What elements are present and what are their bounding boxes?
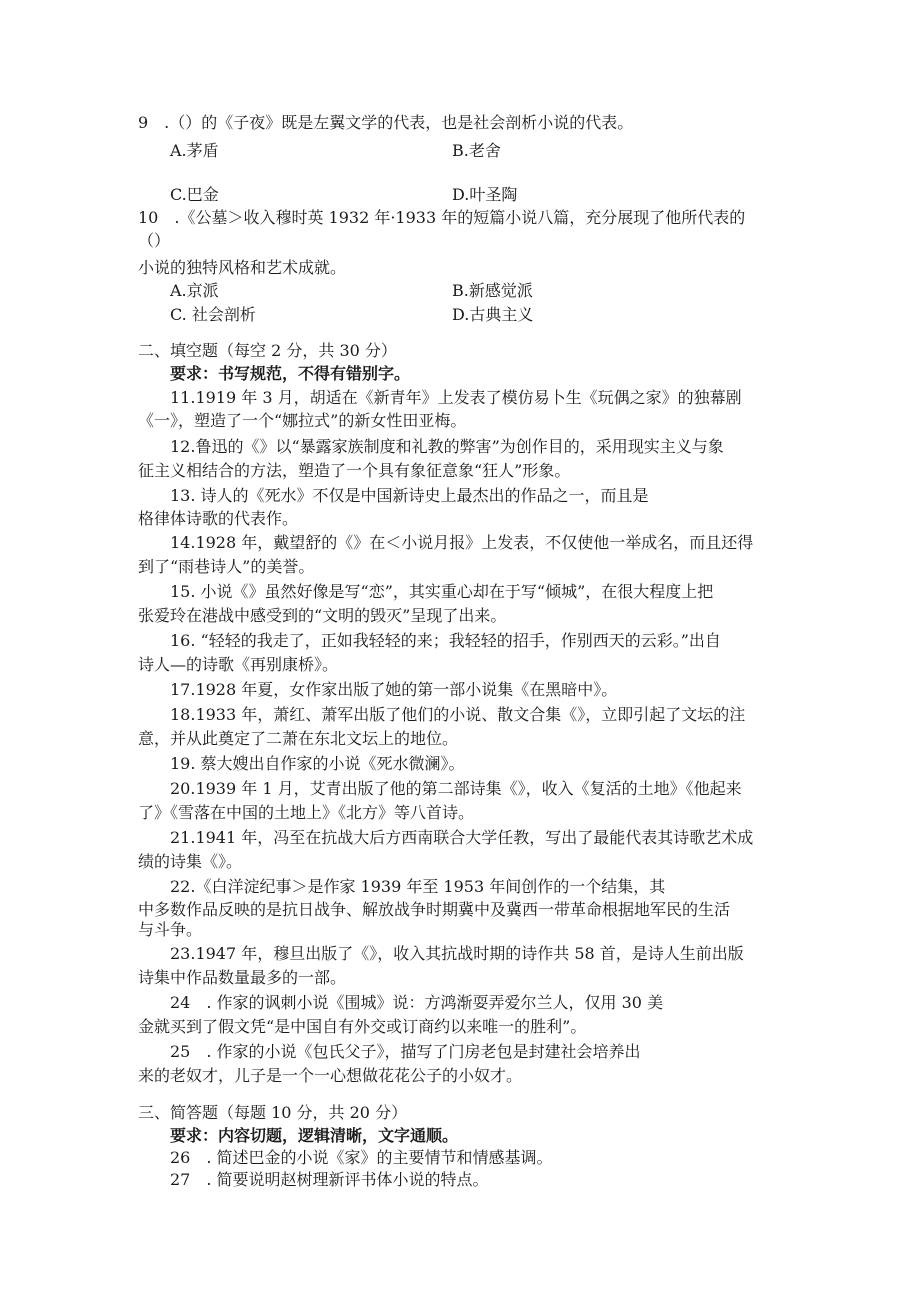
blank-23-line-2: 诗集中作品数量最多的一部。 — [138, 968, 347, 987]
blank-17: 17.1928 年夏，女作家出版了她的第一部小说集《在黑暗中》。 — [170, 680, 618, 699]
blank-14-line-2: 到了“雨巷诗人”的美誉。 — [138, 557, 315, 576]
question-10-line-1: 10 .《公墓＞收入穆时英 1932 年·1933 年的短篇小说八篇，充分展现了他所代表的 — [138, 208, 746, 227]
blank-20-line-2: 了》《雪落在中国的土地上》《北方》等八首诗。 — [138, 803, 475, 822]
blank-20-line-1: 20.1939 年 1 月，艾青出版了他的第二部诗集《》，收入《复活的土地》《他起来 — [170, 779, 742, 798]
blank-12-line-2: 征主义相结合的方法，塑造了一个具有象征意象“狂人”形象。 — [138, 461, 571, 480]
question-10-option-d: D.古典主义 — [452, 305, 534, 324]
question-9-stem: 9 .（）的《子夜》既是左翼文学的代表，也是社会剖析小说的代表。 — [138, 113, 634, 132]
section-3-heading: 三、简答题（每题 10 分，共 20 分） — [138, 1103, 408, 1122]
question-10-line-3: 小说的独特风格和艺术成就。 — [138, 258, 347, 277]
blank-13-line-1: 13. 诗人的《死水》不仅是中国新诗史上最杰出的作品之一，而且是 — [170, 486, 649, 505]
question-9-option-a: A.茅盾 — [170, 141, 219, 160]
blank-25-line-2: 来的老奴才，儿子是一个一心想做花花公子的小奴才。 — [138, 1066, 523, 1085]
blank-11-line-2: 《一》，塑造了一个“娜拉式”的新女性田亚梅。 — [138, 411, 467, 430]
blank-24-line-1: 24 . 作家的讽刺小说《围城》说：方鸿渐耍弄爱尔兰人，仅用 30 美 — [170, 993, 664, 1012]
section-2-heading: 二、填空题（每空 2 分，共 30 分） — [138, 341, 397, 360]
blank-15-line-1: 15. 小说《》虽然好像是写“恋”，其实重心却在于写“倾城”，在很大程度上把 — [170, 582, 714, 601]
blank-22-line-3: 与斗争。 — [138, 920, 203, 939]
short-answer-26: 26 . 简述巴金的小说《家》的主要情节和情感基调。 — [170, 1148, 553, 1167]
question-10-option-a: A.京派 — [170, 281, 219, 300]
blank-25-line-1: 25 . 作家的小说《包氏父子》，描写了门房老包是封建社会培养出 — [170, 1042, 641, 1061]
question-9-option-b: B.老舍 — [452, 141, 501, 160]
blank-16-line-1: 16. “轻轻的我走了，正如我轻轻的来；我轻轻的招手，作别西天的云彩。”出自 — [170, 631, 721, 650]
blank-22-line-1: 22.《白洋淀纪事＞是作家 1939 年至 1953 年间创作的一个结集，其 — [170, 877, 666, 896]
question-9-option-c: C.巴金 — [170, 185, 219, 204]
blank-23-line-1: 23.1947 年，穆旦出版了《》，收入其抗战时期的诗作共 58 首，是诗人生前出版 — [170, 944, 744, 963]
blank-16-line-2: 诗人—的诗歌《再别康桥》。 — [138, 655, 339, 674]
blank-21-line-1: 21.1941 年，冯至在抗战大后方西南联合大学任教，写出了最能代表其诗歌艺术成 — [170, 828, 754, 847]
question-10-option-b: B.新感觉派 — [452, 281, 533, 300]
blank-21-line-2: 绩的诗集《》。 — [138, 852, 243, 871]
short-answer-27: 27 . 简要说明赵树理新评书体小说的特点。 — [170, 1170, 489, 1189]
blank-18-line-2: 意，并从此奠定了二萧在东北文坛上的地位。 — [138, 729, 459, 748]
blank-15-line-2: 张爱玲在港战中感受到的“文明的毁灭”呈现了出来。 — [138, 606, 507, 625]
blank-22-line-2: 中多数作品反映的是抗日战争、解放战争时期冀中及冀西一带革命根据地军民的生活 — [138, 900, 731, 919]
blank-18-line-1: 18.1933 年，萧红、萧军出版了他们的小说、散文合集《》，立即引起了文坛的注 — [170, 705, 746, 724]
blank-24-line-2: 金就买到了假文凭“是中国自有外交或订商约以来唯一的胜利”。 — [138, 1017, 587, 1036]
blank-19: 19. 蔡大嫂出自作家的小说《死水微澜》。 — [170, 754, 465, 773]
section-3-requirement: 要求：内容切题，逻辑清晰，文字通顺。 — [170, 1126, 459, 1145]
blank-14-line-1: 14.1928 年，戴望舒的《》在＜小说月报》上发表，不仅使他一举成名，而且还得 — [170, 533, 754, 552]
blank-12-line-1: 12.鲁迅的《》以“暴露家族制度和礼教的弊害”为创作目的，采用现实主义与象 — [170, 437, 724, 456]
section-2-requirement: 要求：书写规范，不得有错别字。 — [170, 364, 411, 383]
question-10-option-c: C. 社会剖析 — [170, 305, 256, 324]
question-10-line-2: （） — [138, 231, 171, 250]
blank-11-line-1: 11.1919 年 3 月，胡适在《新青年》上发表了模仿易卜生《玩偶之家》的独幕剧 — [170, 388, 742, 407]
question-9-option-d: D.叶圣陶 — [452, 185, 518, 204]
blank-13-line-2: 格律体诗歌的代表作。 — [138, 509, 299, 528]
